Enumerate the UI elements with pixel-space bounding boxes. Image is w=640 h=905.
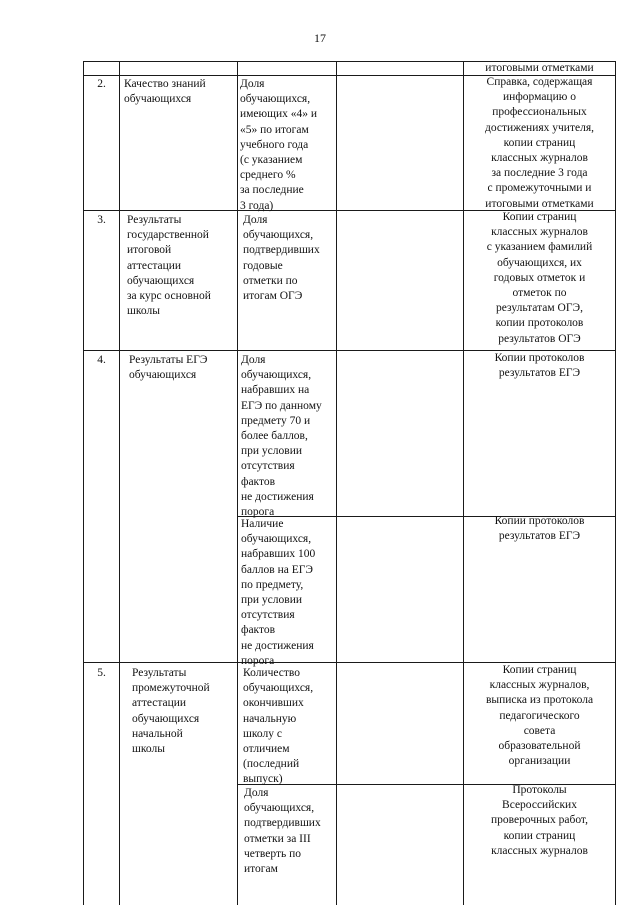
row-number: 3. (97, 214, 106, 226)
table-rule (336, 61, 337, 905)
criterion-cell: Результаты ЕГЭ обучающихся (129, 354, 208, 382)
row-number: 4. (97, 354, 106, 366)
indicator-cell: Доля обучающихся, подтвердивших годовые отметки по итогам ОГЭ (243, 214, 320, 303)
document-cell: Копии протоколов результатов ЕГЭ (494, 352, 585, 380)
document-cell: Копии протоколов результатов ЕГЭ (494, 515, 585, 543)
table-rule (237, 61, 238, 905)
document-cell: итоговыми отметками (485, 62, 594, 74)
row-number: 2. (97, 78, 106, 90)
indicator-cell: Количество обучающихся, окончивших начальную школу с отличием (последний выпуск) (243, 667, 314, 786)
criterion-cell: Результаты промежуточной аттестации обучающихся начальной школы (132, 667, 210, 756)
row-number: 5. (97, 667, 106, 679)
document-cell: Копии страниц классных журналов с указанием фамилий обучающихся, их годовых отметок и отметок по результатам ОГЭ, копии протоколов результатов ОГЭ (486, 211, 593, 345)
document-cell: Протоколы Всероссийских проверочных работ, копии страниц классных журналов (491, 784, 588, 857)
page-number: 17 (314, 31, 326, 45)
indicator-cell: Доля обучающихся, имеющих «4» и «5» по итогам учебного года (с указанием среднего % за последние 3 года) (240, 78, 318, 212)
criterion-cell: Результаты государственной итоговой аттестации обучающихся за курс основной школы (127, 214, 211, 318)
indicator-cell: Доля обучающихся, набравших на ЕГЭ по данному предмету 70 и более баллов, при условии отсутствия фактов не достижения порога (241, 354, 322, 519)
criterion-cell: Качество знаний обучающихся (124, 78, 206, 106)
table-rule (83, 61, 84, 905)
indicator-cell: Доля обучающихся, подтвердивших отметки за III четверть по итогам (244, 787, 321, 876)
indicator-cell: Наличие обучающихся, набравших 100 баллов на ЕГЭ по предмету, при условии отсутствия фактов не достижения порога (241, 518, 316, 667)
document-cell: Копии страниц классных журналов, выписка из протокола педагогического совета образовательной организации (485, 664, 594, 768)
table-rule (615, 61, 616, 905)
table-rule (119, 61, 120, 905)
document-cell: Справка, содержащая информацию о профессиональных достижениях учителя, копии страниц классных журналов за последние 3 года с промежуточными и итоговыми отметками (484, 76, 594, 210)
